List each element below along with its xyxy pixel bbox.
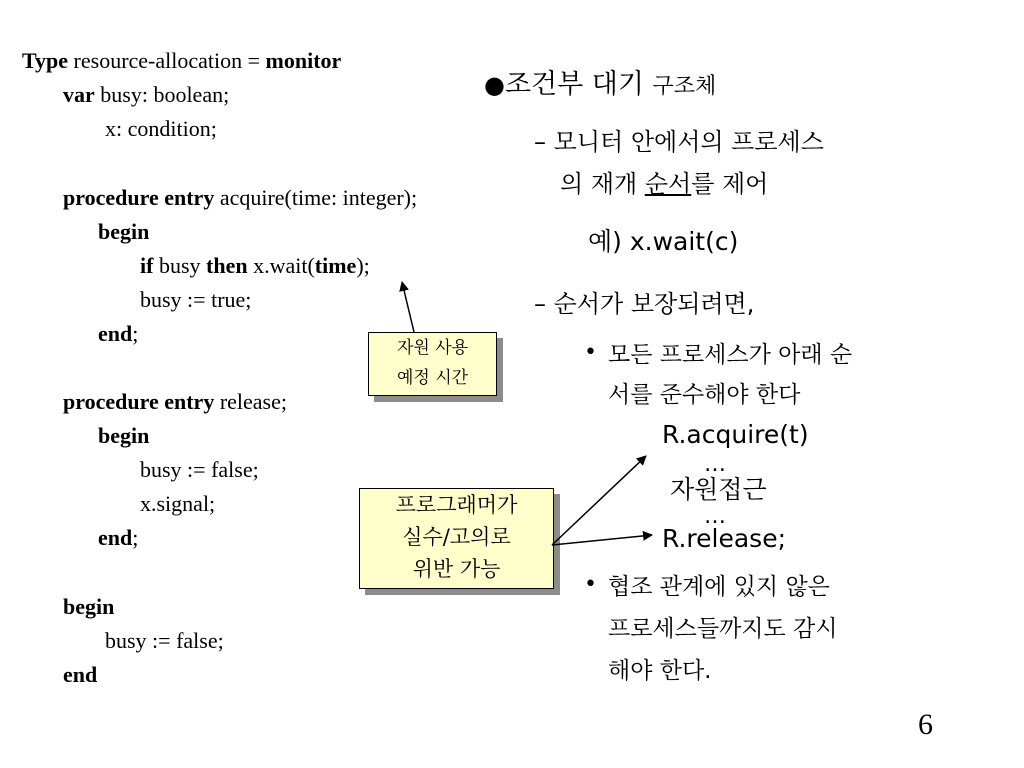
example-line: 예) x.wait(c) [588,227,739,256]
code-line-begin: begin [63,594,115,619]
code-line-type: Type resource-allocation = monitor [22,48,342,73]
bullet-dot: • [584,572,597,597]
sub-point-1: – 모니터 안에서의 프로세스 [534,128,824,156]
note-line: 예정 시간 [396,368,469,388]
code-line-begin: begin [98,423,150,448]
code-line-acquire: procedure entry acquire(time: integer); [63,185,418,210]
sub-point-2: – 순서가 보장되려면, [534,290,755,318]
heading: ●조건부 대기 구조체 [484,69,717,100]
code-line-signal: x.signal; [140,491,216,516]
point-2-line-1: 협조 관계에 있지 않은 [608,574,830,600]
code-line-end: end; [98,321,139,346]
code-line-busy-true: busy := true; [140,287,252,312]
arrow-to-release [552,535,652,545]
resource-access: 자원접근 [670,475,767,504]
arrow-to-acquire [552,456,646,545]
code-line-if: if busy then x.wait(time); [140,253,370,278]
note-line: 자원 사용 [396,338,469,358]
bullet-icon: ● [484,71,505,99]
code-line-begin: begin [98,219,150,244]
note-line: 위반 가능 [412,557,501,581]
code-line-end: end [63,662,98,687]
ellipsis: … [704,452,726,477]
page-number: 6 [918,708,933,741]
point-1-line-2: 서를 준수해야 한다 [608,382,801,408]
arrow-to-time [402,282,414,332]
code-line-var: var busy: boolean; [63,82,230,107]
bullet-dot: • [584,340,597,365]
code-line-init-busy: busy := false; [105,628,224,653]
ellipsis: … [704,504,726,529]
code-line-release: procedure entry release; [63,389,287,414]
code-line-busy-false: busy := false; [140,457,259,482]
r-release: R.release; [662,524,787,553]
point-2-line-2: 프로세스들까지도 감시 [608,616,838,642]
point-1-line-1: 모든 프로세스가 아래 순 [608,342,853,368]
sub-point-1-cont: 의 재개 순서를 제어 [560,170,769,198]
code-line-condition: x: condition; [105,116,217,141]
note-line: 프로그래머가 [395,493,518,517]
point-2-line-3: 해야 한다. [608,658,712,684]
note-line: 실수/고의로 [402,525,511,549]
r-acquire: R.acquire(t) [662,420,809,449]
code-line-end: end; [98,525,139,550]
